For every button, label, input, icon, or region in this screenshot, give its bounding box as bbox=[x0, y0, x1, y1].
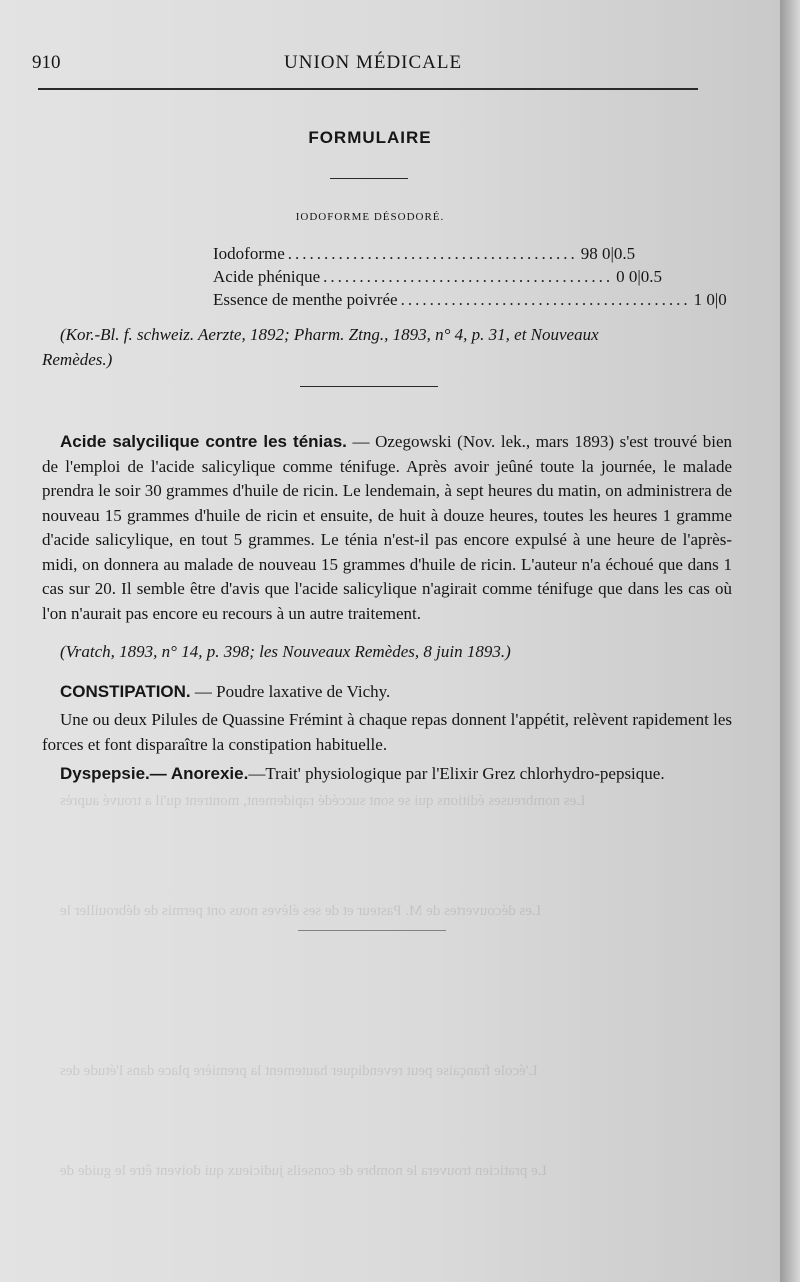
ad-pilules: Une ou deux Pilules de Quassine Frémint à chaque repas donnent l'appétit, relèvent rapidement les forces et font disparaître la constipation habituelle. bbox=[42, 710, 732, 754]
section-title: FORMULAIRE bbox=[308, 128, 432, 147]
show-through-text: Les nombreuses éditions qui se sont succédé rapidement, montrent qu'il a trouvé auprès bbox=[60, 793, 586, 809]
divider bbox=[298, 930, 446, 931]
page-number: 910 bbox=[32, 52, 61, 73]
ingredient-quantity: 1 0|0 bbox=[693, 290, 727, 309]
header-rule bbox=[38, 88, 698, 90]
ad-dyspepsie-text: —Trait' physiologique par l'Elixir Grez chlorhydro-pepsique. bbox=[248, 764, 665, 783]
show-through-text: Les découvertes de M. Pasteur et de ses élèves nous ont permis de débrouiller le bbox=[60, 903, 542, 919]
ingredient-name: Acide phénique bbox=[213, 267, 321, 286]
divider bbox=[300, 386, 438, 387]
ingredient-name: Iodoforme bbox=[213, 244, 285, 263]
ad-constipation-text: — Poudre laxative de Vichy. bbox=[194, 682, 391, 701]
page-header bbox=[32, 52, 700, 82]
article-paragraph bbox=[42, 430, 732, 626]
ingredient-quantity: 0 0|0.5 bbox=[616, 267, 663, 286]
recipe-title: IODOFORME DÉSODORÉ. bbox=[295, 211, 445, 223]
ad-dyspepsie-title: Dyspepsie.— Anorexie. bbox=[60, 764, 249, 783]
running-title: UNION MÉDICALE bbox=[284, 52, 463, 73]
recipe-item bbox=[213, 265, 663, 288]
leader-dots: ........................................ bbox=[400, 290, 691, 309]
show-through-text: Le praticien trouvera le nombre de conseils judicieux qui doivent être le guide de bbox=[60, 1163, 547, 1179]
recipe-list bbox=[213, 242, 727, 311]
leader-dots: ........................................ bbox=[323, 267, 614, 286]
ad-dyspepsie bbox=[42, 762, 732, 787]
article-body: — Ozegowski (Nov. lek., mars 1893) s'est trouvé bien de l'emploi de l'acide salicylique comme ténifuge. Après avoir jeûné toute la journée, le malade prendra le soir 30 grammes d'huile de ricin. Le lendemain, à sept heures du matin, on administrera de nouveau 15 grammes d'huile de ricin et ensuite, de huit à douze heures, toutes les heures 1 gramme d'acide salicylique, en tout 5 grammes. Le ténia n'est-il pas encore expulsé à une heure de l'après-midi, on donnera au malade de nouveau 15 grammes d'huile de ricin. L'auteur n'a échoué que dans 1 cas sur 20. Il semble être d'avis que l'acide salicylique n'agirait comme ténifuge que dans les cas où l'on n'aurait pas encore eu recours à un autre traitement. bbox=[42, 432, 733, 623]
recipe-source bbox=[42, 323, 732, 372]
ingredient-quantity: 98 0|0.5 bbox=[580, 244, 636, 263]
ad-constipation bbox=[42, 680, 732, 705]
ad-constipation-title: CONSTIPATION. bbox=[60, 682, 191, 701]
show-through-text: L'école française peut revendiquer hautement la première place dans l'étude des bbox=[60, 1063, 538, 1079]
recipe-item bbox=[213, 288, 727, 311]
page-edge bbox=[780, 0, 800, 1282]
divider bbox=[330, 178, 408, 179]
article-title: Acide salycilique contre les ténias. bbox=[60, 432, 347, 451]
recipe-source-line: Remèdes.) bbox=[42, 349, 113, 369]
leader-dots: ........................................ bbox=[287, 244, 578, 263]
ingredient-name: Essence de menthe poivrée bbox=[213, 290, 398, 309]
recipe-source-line: (Kor.-Bl. f. schweiz. Aerzte, 1892; Pharm. Ztng., 1893, n° 4, p. 31, et Nouveaux bbox=[60, 325, 599, 344]
recipe-item bbox=[213, 242, 636, 265]
article-source: (Vratch, 1893, n° 14, p. 398; les Nouveaux Remèdes, 8 juin 1893.) bbox=[60, 642, 511, 661]
